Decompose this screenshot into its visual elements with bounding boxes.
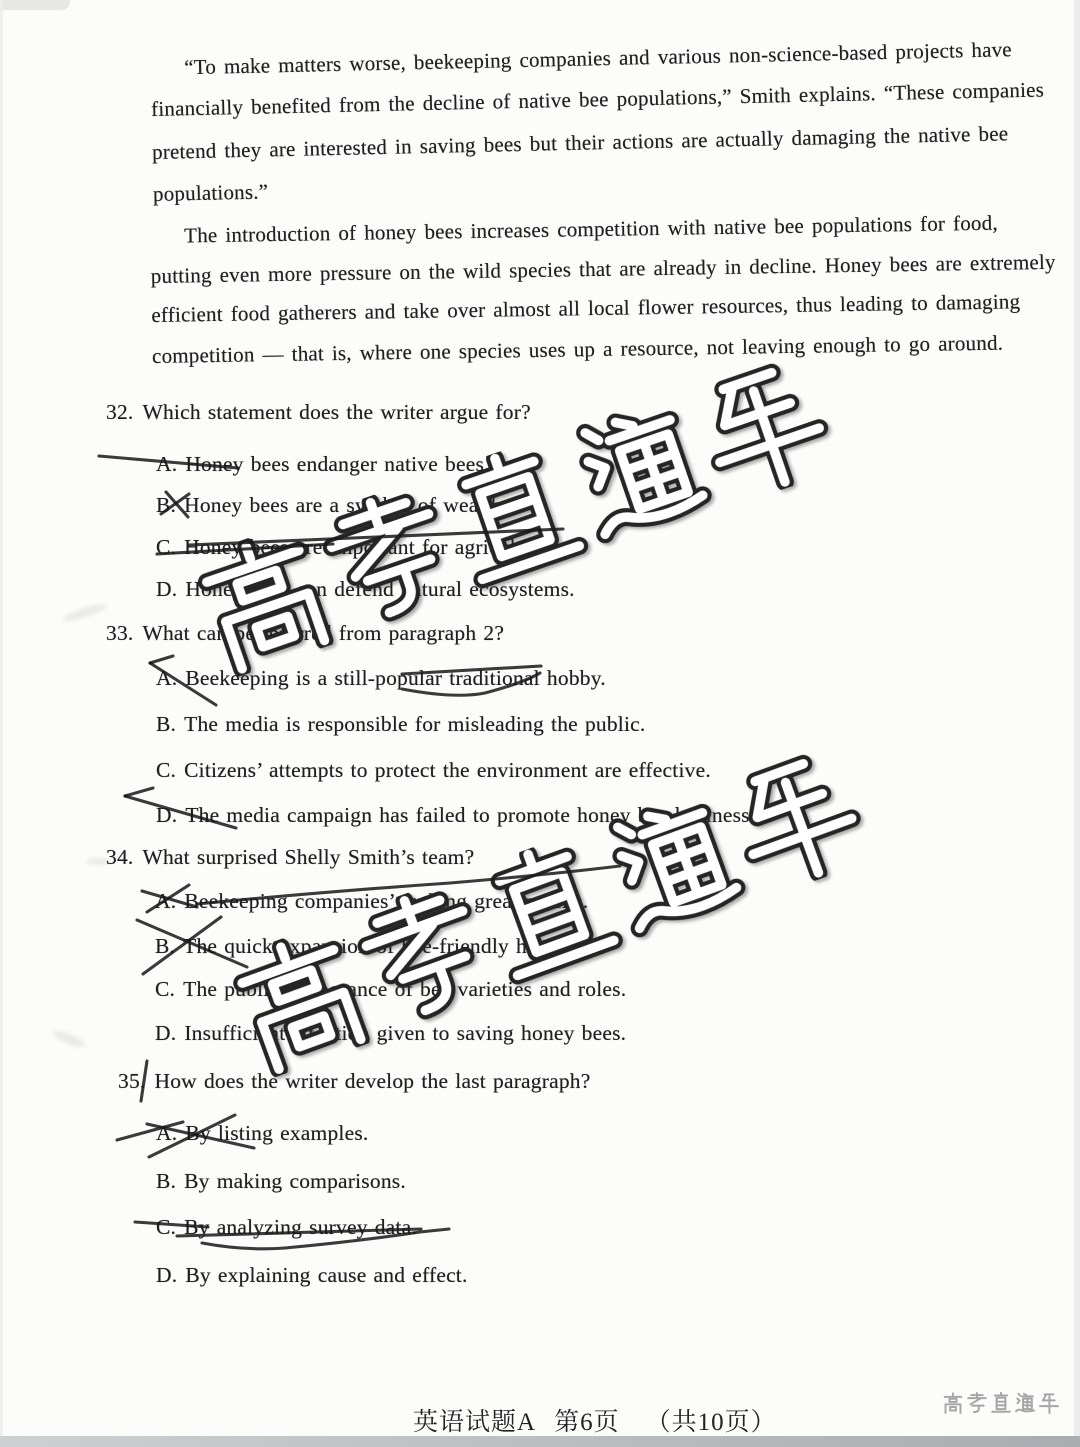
option-text: The media campaign has failed to promote honey bee businesses.	[185, 803, 774, 827]
option-label: C.	[156, 535, 177, 559]
option-label: C.	[156, 1215, 177, 1239]
option-text: Beekeeping companies’ making great profits.	[184, 889, 589, 913]
passage-line: competition — that is, where one species uses up a resource, not leaving enough to go around.	[151, 330, 1004, 368]
option-label: C.	[156, 758, 177, 782]
footer-brand-gaokao-zhitongche	[942, 1392, 1060, 1414]
option-label: B.	[156, 1169, 177, 1193]
footer-page-number: 第6页	[554, 1409, 620, 1436]
brand-char-gao	[942, 1392, 964, 1414]
scan-corner-smudge	[0, 0, 70, 10]
question-33-option-b	[156, 712, 645, 737]
brand-char-tong	[1014, 1392, 1036, 1414]
question-33-option-c	[156, 758, 711, 783]
question-35-option-d	[156, 1263, 468, 1288]
option-text: Beekeeping is a still-popular traditional hobby.	[185, 666, 606, 690]
footer-total-pages: （共10页）	[645, 1409, 777, 1436]
scan-smudge	[62, 601, 109, 624]
passage-line: “To make matters worse, beekeeping companies and various non-science-based projects have	[183, 37, 1013, 80]
option-label: D.	[156, 803, 178, 827]
question-text: How does the writer develop the last paragraph?	[154, 1069, 591, 1093]
option-text: By explaining cause and effect.	[185, 1263, 468, 1287]
brand-char-che	[1038, 1392, 1060, 1414]
scan-smudge	[51, 1028, 86, 1050]
pen-slash-33d	[125, 788, 153, 796]
question-text: What surprised Shelly Smith’s team?	[142, 845, 475, 869]
question-32-stem	[106, 400, 531, 425]
passage-line: efficient food gatherers and take over almost all local flower resources, thus leading to damaging	[151, 289, 1021, 327]
option-text: By analyzing survey data.	[184, 1215, 417, 1239]
passage-paragraph-2	[150, 210, 1056, 368]
passage-line: putting even more pressure on the wild species that are already in decline. Honey bees are extremely	[150, 249, 1056, 288]
question-number: 32.	[106, 400, 134, 424]
question-35-option-c	[156, 1215, 417, 1240]
question-35-stem	[118, 1069, 591, 1094]
scan-left-edge	[0, 0, 3, 1447]
option-text: Honey bees endanger native bees.	[185, 452, 490, 476]
question-34-stem	[106, 845, 474, 870]
question-number: 34.	[106, 845, 134, 869]
option-text: By making comparisons.	[184, 1169, 406, 1193]
option-text: The media is responsible for misleading the public.	[184, 712, 646, 736]
option-label: A.	[155, 889, 177, 913]
passage-line: The introduction of honey bees increases competition with native bee populations for food,	[183, 210, 998, 248]
brand-char-kao	[966, 1392, 988, 1414]
scan-right-edge	[1074, 0, 1080, 1447]
option-text: By listing examples.	[185, 1121, 369, 1145]
option-text: Insufficient attention given to saving honey bees.	[184, 1021, 627, 1045]
option-label: A.	[156, 666, 178, 690]
pen-slash-33a	[150, 656, 173, 663]
question-35-option-a	[156, 1121, 368, 1146]
passage-paragraph-1	[150, 36, 1050, 206]
option-label: D.	[156, 1263, 178, 1287]
option-label: A.	[156, 1121, 178, 1145]
passage-line: financially benefited from the decline of native bee populations,” Smith explains. “These companies	[150, 77, 1045, 121]
option-label: D.	[155, 1021, 177, 1045]
passage-line: populations.”	[152, 179, 269, 206]
question-text: Which statement does the writer argue for?	[142, 400, 531, 424]
question-number: 35.	[118, 1069, 146, 1093]
option-text: Honey bees can defend natural ecosystems.	[185, 577, 575, 601]
passage-line: pretend they are interested in saving bees but their actions are actually damaging the native bee	[151, 121, 1009, 164]
footer-page-info	[413, 1402, 777, 1438]
option-text: The quick expansion of bee-friendly habitats.	[183, 934, 591, 958]
scan-bottom-edge	[0, 1436, 1080, 1447]
option-text: Honey bees are a symbol of wealth.	[184, 493, 508, 517]
option-label: C.	[155, 977, 176, 1001]
option-label: B.	[155, 934, 176, 958]
question-35-option-b	[156, 1169, 406, 1194]
option-label: B.	[156, 712, 177, 736]
option-label: B.	[156, 493, 177, 517]
option-label: D.	[156, 577, 178, 601]
footer-doc-title: 英语试题A	[413, 1409, 537, 1436]
option-label: A.	[156, 452, 178, 476]
question-text: What can be inferred from paragraph 2?	[142, 621, 505, 645]
option-text: Honey bees are important for agriculture.	[184, 535, 556, 559]
brand-char-zhi	[990, 1392, 1012, 1414]
option-text: Citizens’ attempts to protect the environment are effective.	[184, 758, 711, 782]
option-text: The public’s ignorance of bee varieties and roles.	[183, 977, 627, 1001]
question-number: 33.	[106, 621, 134, 645]
